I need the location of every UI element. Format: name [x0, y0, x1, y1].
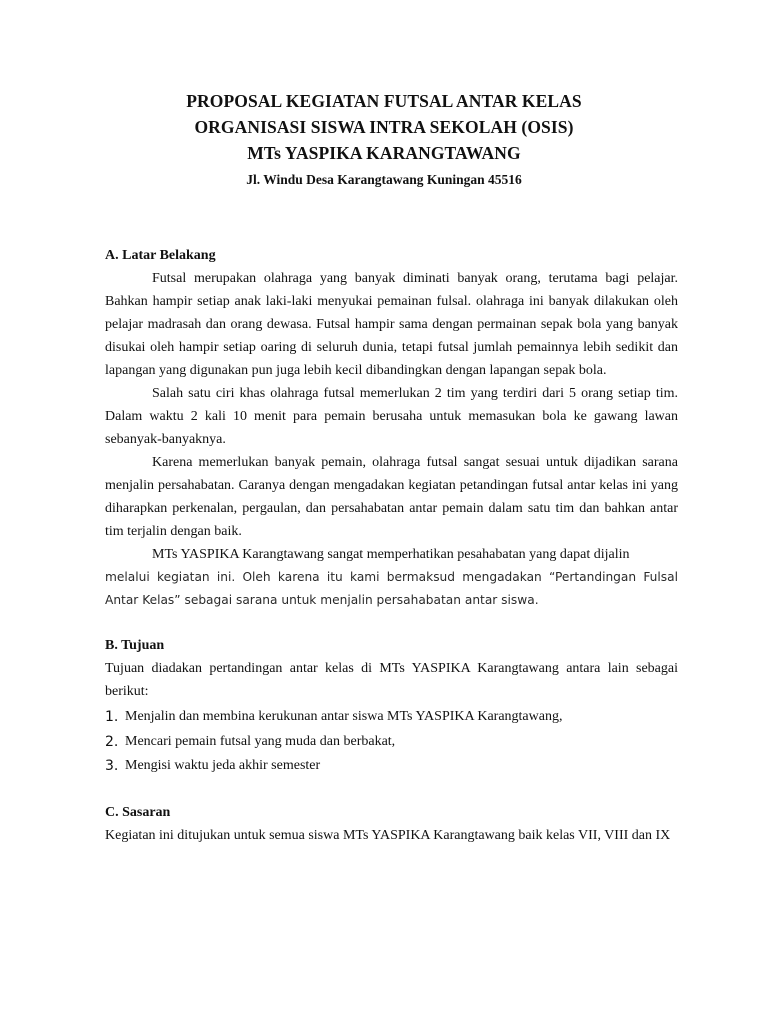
list-number: 2.: [105, 733, 119, 750]
document-title: PROPOSAL KEGIATAN FUTSAL ANTAR KELAS: [186, 91, 582, 111]
section-a-paragraph: MTs YASPIKA Karangtawang sangat memperhatikan pesahabatan yang dapat dijalin: [152, 547, 630, 562]
section-a-paragraph: Futsal merupakan olahraga yang banyak diminati banyak orang, terutama bagi pelajar. Bahkan hampir setiap anak laki-laki menyukai pemainan fulsal. olahraga ini banyak dilakukan oleh pelajar madrasah dan orang dewasa. Futsal hampir sama dengan permainan sepak bola yang banyak disukai oleh hampir setiap oaring di seluruh dunia, tetapi futsal jumlah pemainnya lebih sedikit dan lapangan yang digunakan pun juga lebih kecil dibandingkan dengan lapangan sepak bola.: [105, 271, 678, 378]
section-a-heading: A. Latar Belakang: [105, 248, 216, 263]
document-body: [105, 244, 678, 847]
document-header: [0, 88, 768, 190]
organization-name: ORGANISASI SISWA INTRA SEKOLAH (OSIS): [194, 117, 574, 137]
list-item: [105, 730, 678, 755]
section-b-intro: Tujuan diadakan pertandingan antar kelas di MTs YASPIKA Karangtawang antara lain sebagai berikut:: [105, 661, 678, 699]
school-address: Jl. Windu Desa Karangtawang Kuningan 45516: [246, 172, 522, 187]
section-a-paragraph: Karena memerlukan banyak pemain, olahraga futsal sangat sesuai untuk dijadikan sarana menjalin persahabatan. Caranya dengan mengadakan kegiatan petandingan futsal antar kelas ini yang diharapkan perkenalan, pergaulan, dan persahabatan antar pemain dalam satu tim dan bahkan antar tim terjalin dengan baik.: [105, 455, 678, 539]
list-text: Mengisi waktu jeda akhir semester: [125, 758, 321, 773]
school-name: MTs YASPIKA KARANGTAWANG: [247, 143, 521, 163]
list-text: Mencari pemain futsal yang muda dan berbakat,: [125, 733, 396, 749]
section-a-paragraph: Salah satu ciri khas olahraga futsal memerlukan 2 tim yang terdiri dari 5 orang setiap tim. Dalam waktu 2 kali 10 menit para pemain berusaha untuk memasukan bola ke gawang lawan sebanyak-banyaknya.: [105, 386, 678, 447]
section-c-text: Kegiatan ini ditujukan untuk semua siswa MTs YASPIKA Karangtawang baik kelas VII, VIII dan IX: [105, 827, 671, 843]
list-item: [105, 705, 678, 730]
list-number: 3.: [105, 758, 119, 774]
objectives-list: [105, 705, 678, 779]
section-b-heading: B. Tujuan: [105, 638, 165, 653]
section-c-heading: C. Sasaran: [105, 804, 171, 820]
list-number: 1.: [105, 709, 119, 725]
section-a-paragraph-continued: melalui kegiatan ini. Oleh karena itu kami bermaksud mengadakan “Pertandingan Fulsal Antar Kelas” sebagai sarana untuk menjalin persahabatan antar siswa.: [105, 570, 678, 607]
list-text: Menjalin dan membina kerukunan antar siswa MTs YASPIKA Karangtawang,: [125, 709, 563, 724]
list-item: [105, 754, 678, 779]
